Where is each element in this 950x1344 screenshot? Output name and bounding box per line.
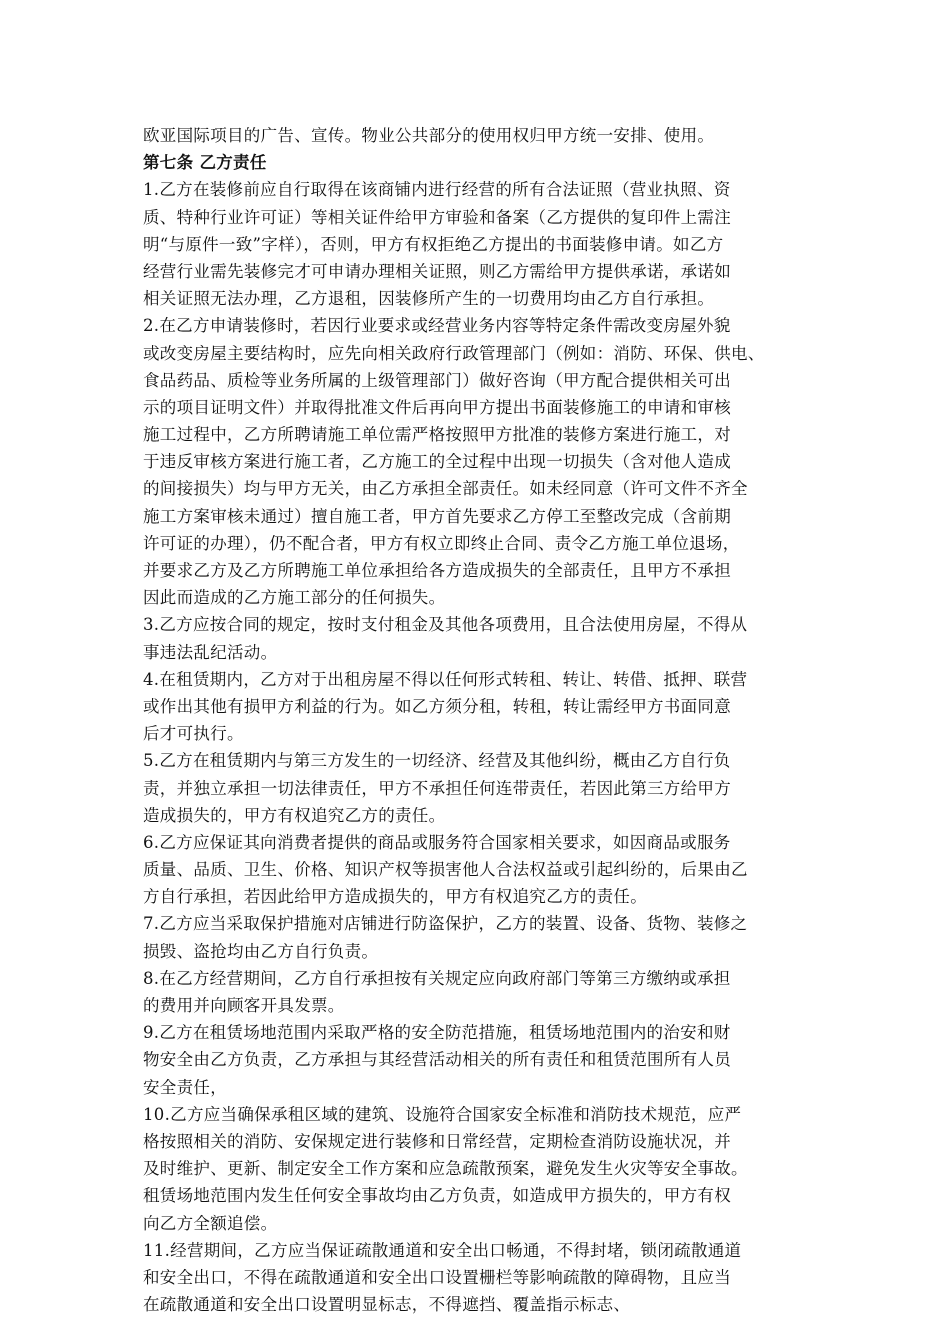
paragraph-line: 质量、品质、卫生、价格、知识产权等损害他人合法权益或引起纠纷的，后果由乙	[143, 860, 748, 880]
paragraph-line: 后才可执行。	[143, 724, 244, 744]
paragraph-line: 4.在租赁期内，乙方对于出租房屋不得以任何形式转租、转让、转借、抵押、联营	[143, 669, 748, 689]
paragraph-line: 的费用并向顾客开具发票。	[143, 996, 345, 1015]
document-page	[143, 122, 813, 1318]
paragraph-line: 11.经营期间，乙方应当保证疏散通道和安全出口畅通，不得封堵，锁闭疏散通道	[143, 1240, 742, 1260]
paragraph-line: 施工过程中，乙方所聘请施工单位需严格按照甲方批准的装修方案进行施工，对	[143, 425, 731, 445]
paragraph-line: 食品药品、质检等业务所属的上级管理部门）做好咨询（甲方配合提供相关可出	[143, 370, 731, 390]
paragraph-line: 示的项目证明文件）并取得批准文件后再向甲方提出书面装修施工的申请和审核	[143, 397, 731, 417]
paragraph-line: 7.乙方应当采取保护措施对店铺进行防盗保护，乙方的装置、设备、货物、装修之	[143, 914, 748, 934]
paragraph-line: 损毁、盗抢均由乙方自行负责。	[143, 941, 379, 961]
paragraph-line: 造成损失的，甲方有权追究乙方的责任。	[143, 805, 446, 825]
paragraph-line: 欧亚国际项目的广告、宣传。物业公共部分的使用权归甲方统一安排、使用。	[143, 126, 715, 145]
paragraph-line: 及时维护、更新、制定安全工作方案和应急疏散预案，避免发生火灾等安全事故。	[143, 1159, 748, 1179]
paragraph-line: 3.乙方应按合同的规定，按时支付租金及其他各项费用，且合法使用房屋，不得从	[143, 615, 748, 635]
section-heading: 第七条 乙方责任	[143, 153, 267, 173]
paragraph-line: 质、特种行业许可证）等相关证件给甲方审验和备案（乙方提供的复印件上需注	[143, 207, 731, 227]
paragraph-line: 9.乙方在租赁场地范围内采取严格的安全防范措施，租赁场地范围内的治安和财	[143, 1023, 731, 1043]
paragraph-line: 向乙方全额追偿。	[143, 1213, 278, 1233]
paragraph-line: 安全责任，	[143, 1077, 227, 1097]
paragraph-line: 物安全由乙方负责，乙方承担与其经营活动相关的所有责任和租赁范围所有人员	[143, 1050, 731, 1070]
paragraph-line: 责，并独立承担一切法律责任，甲方不承担任何连带责任，若因此第三方给甲方	[143, 778, 731, 798]
paragraph-line: 在疏散通道和安全出口设置明显标志，不得遮挡、覆盖指示标志、	[143, 1295, 631, 1315]
paragraph-line: 于违反审核方案进行施工者，乙方施工的全过程中出现一切损失（含对他人造成	[143, 452, 731, 472]
paragraph-line: 6.乙方应保证其向消费者提供的商品或服务符合国家相关要求，如因商品或服务	[143, 832, 731, 852]
paragraph-line: 施工方案审核未通过）擅自施工者，甲方首先要求乙方停工至整改完成（含前期	[143, 506, 731, 526]
paragraph-line: 并要求乙方及乙方所聘施工单位承担给各方造成损失的全部责任，且甲方不承担	[143, 561, 731, 580]
paragraph-line: 或作出其他有损甲方利益的行为。如乙方须分租，转租，转让需经甲方书面同意	[143, 696, 731, 716]
paragraph-line: 的间接损失）均与甲方无关，由乙方承担全部责任。如未经同意（许可文件不齐全	[143, 479, 748, 499]
paragraph-line: 和安全出口，不得在疏散通道和安全出口设置栅栏等影响疏散的障碍物，且应当	[143, 1267, 731, 1287]
paragraph-line: 8.在乙方经营期间，乙方自行承担按有关规定应向政府部门等第三方缴纳或承担	[143, 968, 731, 988]
paragraph-line: 10.乙方应当确保承租区域的建筑、设施符合国家安全标准和消防技术规范，应严	[143, 1104, 742, 1124]
paragraph-line: 相关证照无法办理，乙方退租，因装修所产生的一切费用均由乙方自行承担。	[143, 289, 715, 309]
paragraph-line: 因此而造成的乙方施工部分的任何损失。	[143, 588, 446, 608]
paragraph-line: 1.乙方在装修前应自行取得在该商铺内进行经营的所有合法证照（营业执照、资	[143, 180, 731, 200]
paragraph-line: 格按照相关的消防、安保规定进行装修和日常经营，定期检查消防设施状况，并	[143, 1131, 731, 1151]
paragraph-line: 经营行业需先装修完才可申请办理相关证照，则乙方需给甲方提供承诺，承诺如	[143, 261, 731, 281]
paragraph-line: 事违法乱纪活动。	[143, 642, 278, 662]
paragraph-line: 租赁场地范围内发生任何安全事故均由乙方负责，如造成甲方损失的，甲方有权	[143, 1186, 731, 1206]
paragraph-line: 许可证的办理），仍不配合者，甲方有权立即终止合同、责令乙方施工单位退场，	[143, 533, 740, 553]
paragraph-line: 明“与原件一致”字样），否则，甲方有权拒绝乙方提出的书面装修申请。如乙方	[143, 234, 724, 254]
paragraph-line: 2.在乙方申请装修时，若因行业要求或经营业务内容等特定条件需改变房屋外貌	[143, 316, 731, 336]
paragraph-line: 5.乙方在租赁期内与第三方发生的一切经济、经营及其他纠纷，概由乙方自行负	[143, 751, 731, 771]
paragraph-line: 或改变房屋主要结构时，应先向相关政府行政管理部门（例如：消防、环保、供电、	[143, 343, 765, 363]
paragraph-line: 方自行承担，若因此给甲方造成损失的，甲方有权追究乙方的责任。	[143, 887, 647, 907]
